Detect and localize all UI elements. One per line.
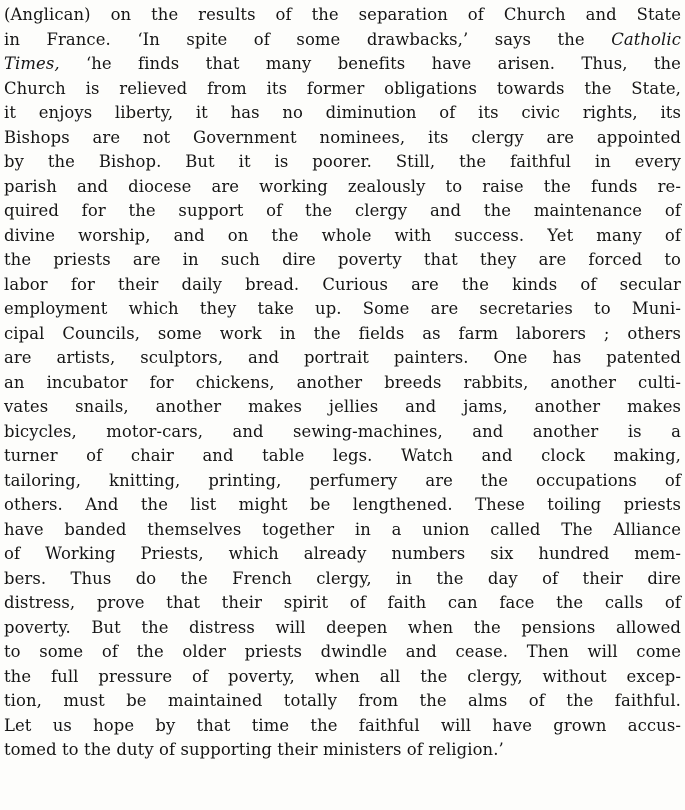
text-line: tion, must be maintained totally from the alms of the faithful.	[4, 691, 681, 710]
text-line: an incubator for chickens, another breeds rabbits, another culti-	[4, 372, 681, 392]
text-line: Church is relieved from its former obligations towards the State,	[4, 78, 681, 98]
text-line: in France. ‘In spite of some drawbacks,’ says the Catholic	[4, 29, 681, 49]
publication-title: Times,	[4, 54, 60, 73]
text-line: labor for their daily bread. Curious are the kinds of secular	[4, 274, 681, 294]
text-line: it enjoys liberty, it has no diminution of its civic rights, its	[4, 103, 681, 122]
text-line: quired for the support of the clergy and the maintenance of	[4, 201, 681, 220]
text-line: tailoring, knitting, printing, perfumery are the occupations of	[4, 470, 681, 490]
publication-title: Catholic	[611, 29, 681, 49]
text-line: the full pressure of poverty, when all the clergy, without excep-	[4, 666, 681, 686]
article-text-column	[4, 3, 681, 763]
text-line: bers. Thus do the French clergy, in the day of their dire	[4, 568, 681, 588]
text-line: turner of chair and table legs. Watch and clock making,	[4, 446, 681, 465]
text-line: Bishops are not Government nominees, its clergy are appointed	[4, 127, 681, 147]
text-line: (Anglican) on the results of the separation of Church and State	[4, 5, 681, 24]
text-line: divine worship, and on the whole with success. Yet many of	[4, 225, 681, 245]
text-line: employment which they take up. Some are secretaries to Muni-	[4, 299, 681, 318]
text-line: poverty. But the distress will deepen when the pensions allowed	[4, 617, 681, 637]
text-line: are artists, sculptors, and portrait painters. One has patented	[4, 348, 681, 367]
text-line: by the Bishop. But it is poorer. Still, the faithful in every	[4, 152, 681, 171]
text-line: Let us hope by that time the faithful will have grown accus-	[4, 715, 681, 735]
text-line: distress, prove that their spirit of faith can face the calls of	[4, 593, 681, 612]
text-line: others. And the list might be lengthened. These toiling priests	[4, 495, 681, 514]
text-line: parish and diocese are working zealously to raise the funds re-	[4, 176, 681, 196]
text-line: Times, ‘he finds that many benefits have arisen. Thus, the	[4, 54, 681, 73]
text-line: bicycles, motor-cars, and sewing-machines, and another is a	[4, 421, 681, 441]
text-line: tomed to the duty of supporting their ministers of religion.’	[4, 740, 504, 759]
text-line: have banded themselves together in a union called The Alliance	[4, 519, 681, 539]
text-line: to some of the older priests dwindle and cease. Then will come	[4, 642, 681, 661]
text-line: cipal Councils, some work in the fields as farm laborers ; others	[4, 323, 681, 343]
text-line: vates snails, another makes jellies and jams, another makes	[4, 397, 681, 416]
text-line: the priests are in such dire poverty that they are forced to	[4, 250, 681, 269]
text-line: of Working Priests, which already numbers six hundred mem-	[4, 544, 681, 563]
